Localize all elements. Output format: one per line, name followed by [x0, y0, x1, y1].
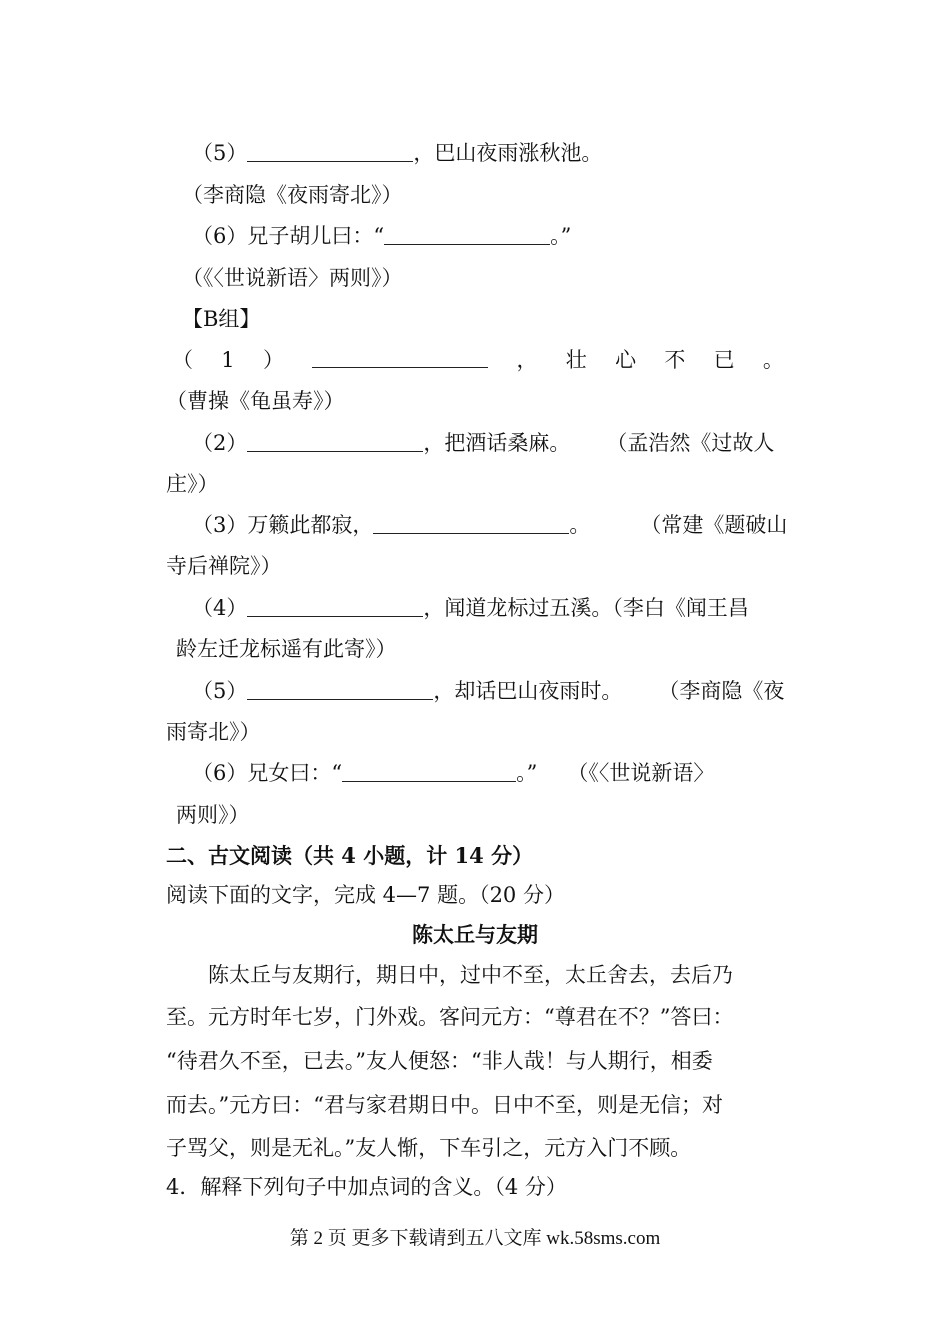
b-q5-text: ，却话巴山夜雨时。 [433, 679, 623, 703]
b-q1-char: 心 [615, 348, 637, 372]
b-q1-paren-open: （ [172, 348, 193, 372]
b-q4-text: ，闻道龙标过五溪。（李白《闻王昌 [423, 596, 749, 620]
answer-blank[interactable] [247, 139, 413, 162]
b-q2-source: （孟浩然《过故人 [606, 431, 775, 455]
b-q1-char: 不 [664, 348, 686, 372]
b-q3-line [192, 510, 812, 540]
passage-line: 子骂父，则是无礼。”友人惭，下车引之，元方入门不顾。 [166, 1136, 692, 1160]
answer-blank[interactable] [373, 511, 569, 534]
b-q3-source: （常建《题破山 [640, 513, 788, 537]
answer-blank[interactable] [342, 759, 516, 782]
a-q5-num: （5） [192, 141, 248, 165]
question-4: 4．解释下列句子中加点词的含义。（4 分） [166, 1175, 567, 1199]
b-q6-text: （6）兄女曰：“ [192, 761, 343, 785]
b-q1-comma: ， [516, 348, 538, 372]
b-q6-line [192, 758, 812, 788]
b-q1-char: 已 [713, 348, 735, 372]
b-q3-source-cont: 寺后禅院》） [166, 554, 282, 578]
b-q2-line [192, 428, 812, 458]
a-q5-text: ，巴山夜雨涨秋池。 [413, 141, 603, 165]
page-footer: 第 2 页 更多下载请到五八文库 wk.58sms.com [289, 1228, 661, 1249]
b-q5-source: （李商隐《夜 [658, 679, 785, 703]
answer-blank[interactable] [384, 222, 550, 245]
b-q4-line [192, 593, 812, 623]
b-q1-period: 。 [762, 348, 784, 372]
b-q3-end: 。 [569, 513, 591, 537]
a-q5-source: （李商隐《夜雨寄北》） [182, 183, 403, 207]
b-q5-num: （5） [192, 679, 248, 703]
a-q6-source: （《〈世说新语〉两则》） [182, 266, 403, 290]
a-q5-line [192, 138, 812, 168]
b-q4-num: （4） [192, 596, 248, 620]
group-b-heading: 【B组】 [182, 307, 261, 331]
answer-blank[interactable] [247, 594, 423, 617]
answer-blank[interactable] [247, 429, 423, 452]
b-q1-source: （曹操《龟虽寿》） [166, 389, 345, 413]
b-q2-text: ，把酒话桑麻。 [423, 431, 571, 455]
b-q1-char: 壮 [565, 348, 587, 372]
passage-line: 而去。”元方曰：“君与家君期日中。日中不至，则是无信；对 [166, 1093, 723, 1117]
passage-line: 陈太丘与友期行，期日中，过中不至，太丘舍去，去后乃 [166, 963, 733, 987]
b-q1-num: 1 [221, 348, 235, 372]
b-q3-text: （3）万籁此都寂， [192, 513, 374, 537]
a-q6-line [192, 221, 812, 251]
b-q6-source: （《〈世说新语〉 [567, 761, 715, 785]
section-heading: 二、古文阅读（共 4 小题，计 14 分） [166, 843, 534, 868]
b-q2-source-cont: 庄》） [166, 472, 219, 496]
b-q6-end: 。” [516, 761, 538, 785]
b-q5-source-cont: 雨寄北》） [166, 720, 261, 744]
a-q6-text: （6）兄子胡儿曰：“ [192, 224, 385, 248]
b-q5-line [192, 676, 812, 706]
instruction: 阅读下面的文字，完成 4—7 题。（20 分） [166, 883, 565, 907]
answer-blank[interactable] [247, 677, 433, 700]
b-q2-num: （2） [192, 431, 248, 455]
passage-line: 至。元方时年七岁，门外戏。客问元方：“尊君在不？”答曰： [166, 1005, 734, 1029]
b-q1-line [172, 345, 784, 375]
b-q6-source-cont: 两则》） [176, 803, 250, 827]
answer-blank[interactable] [312, 345, 488, 368]
b-q4-source-cont: 龄左迁龙标遥有此寄》） [176, 637, 397, 661]
a-q6-end: 。” [550, 224, 572, 248]
passage-line: “待君久不至，已去。”友人便怒：“非人哉！与人期行，相委 [166, 1049, 713, 1073]
b-q1-paren-close: ） [262, 348, 284, 372]
passage-title: 陈太丘与友期 [412, 922, 538, 947]
